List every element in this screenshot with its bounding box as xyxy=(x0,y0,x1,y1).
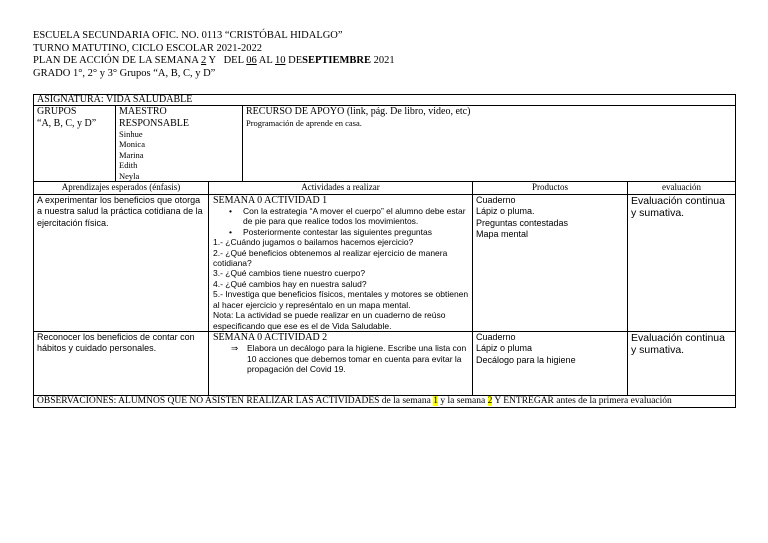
groups-cell xyxy=(34,106,116,182)
teacher-name: Edith xyxy=(119,160,138,171)
action-plan-table xyxy=(33,94,736,408)
evaluation-cell: Evaluación continua y sumativa. xyxy=(628,331,736,395)
grade-line: GRADO 1°, 2° y 3° Grupos “A, B, C, y D” xyxy=(33,67,216,79)
groups-value: “A, B, C, y D” xyxy=(37,117,97,129)
highlighted-week: 1 xyxy=(433,395,438,406)
note: Nota: La actividad se puede realizar en un cuaderno de reúso especificando que ese es el de Vida Saludable. xyxy=(213,310,446,331)
table-row xyxy=(34,194,736,331)
month: SEPTIEMBRE xyxy=(302,55,372,66)
activity-bullet: • Posteriormente contestar las siguientes preguntas xyxy=(243,227,469,237)
activity-title: SEMANA 0 ACTIVIDAD 2 xyxy=(213,331,328,343)
learning-cell: Reconocer los beneficios de contar con hábitos y cuidado personales. xyxy=(34,331,209,395)
plan-line xyxy=(33,55,395,68)
product-item: Mapa mental xyxy=(476,229,529,240)
resource-value: Programación de aprende en casa. xyxy=(246,117,362,128)
products-cell xyxy=(473,194,628,331)
products-cell xyxy=(473,331,628,395)
question: 3.- ¿Qué cambios tiene nuestro cuerpo? xyxy=(213,268,366,279)
question: 5.- Investiga que beneficios físicos, mentales y motores se obtienen al hacer ejercicio y represéntalo en un mapa mental. xyxy=(213,289,469,310)
day-from: 06 xyxy=(246,55,257,66)
observations-text: y la semana xyxy=(440,395,486,406)
teacher-name: Marina xyxy=(119,149,144,160)
resource-cell xyxy=(243,106,736,182)
evaluation-cell: Evaluación continua y sumativa. xyxy=(628,194,736,331)
product-item: Cuaderno xyxy=(476,194,516,205)
teacher-name: Sinhue xyxy=(119,129,143,139)
week-number: 2 xyxy=(201,55,207,66)
question: 2.- ¿Qué beneficios obtenemos al realizar ejercicio de manera cotidiana? xyxy=(213,247,448,269)
document-header xyxy=(33,30,395,80)
question: 1.- ¿Cuándo jugamos o bailamos hacemos ejercicio? xyxy=(213,237,414,248)
teachers-cell xyxy=(116,106,243,182)
observations-text: OBSERVACIONES: ALUMNOS QUE NO ASISTEN REALIZAR LAS ACTIVIDADES de la semana xyxy=(37,395,431,406)
activity-bullet: • Con la estrategia “A mover el cuerpo” el alumno debe estar de pie para que realice todos los movimientos. xyxy=(243,206,469,227)
table-row xyxy=(34,331,736,395)
plan-de: DE xyxy=(288,55,303,66)
col-evaluation-header: evaluación xyxy=(628,182,736,195)
shift-line: TURNO MATUTINO, CICLO ESCOLAR 2021-2022 xyxy=(33,42,262,54)
teacher-name: Monica xyxy=(119,139,145,150)
learning-cell: A experimentar los beneficios que otorga a nuestra salud la práctica cotidiana de la ejercitación física. xyxy=(34,194,209,331)
col-learning-header: Aprendizajes esperados (énfasis) xyxy=(34,182,209,195)
product-item: Lápiz o pluma xyxy=(476,343,533,354)
highlighted-week: 2 xyxy=(487,395,493,406)
col-products-header: Productos xyxy=(473,182,628,195)
school-name: ESCUELA SECUNDARIA OFIC. NO. 0113 “CRISTÓBAL HIDALGO” xyxy=(33,30,343,41)
subject-cell: ASIGNATURA: VIDA SALUDABLE xyxy=(34,95,736,106)
activity-arrow-item: ⇒ Elabora un decálogo para la higiene. Escribe una lista con 10 acciones que debemos tomar en cuenta para evitar la propagación del Covid 19. xyxy=(247,343,469,374)
product-item: Decálogo para la higiene xyxy=(476,354,576,365)
product-item: Cuaderno xyxy=(476,331,516,342)
plan-and: Y xyxy=(208,55,216,66)
activity-cell xyxy=(209,331,473,395)
resource-label: RECURSO DE APOYO (link, pág. De libro, video, etc) xyxy=(246,106,471,117)
teacher-name: Neyla xyxy=(119,170,140,181)
product-item: Lápiz o pluma. xyxy=(476,206,535,217)
plan-al: AL xyxy=(258,55,273,66)
product-item: Preguntas contestadas xyxy=(476,217,569,228)
question: 4.- ¿Qué cambios hay en nuestra salud? xyxy=(213,278,367,289)
observations-cell xyxy=(34,395,736,408)
day-to: 10 xyxy=(275,55,286,66)
plan-prefix: PLAN DE ACCIÓN DE LA SEMANA xyxy=(33,55,199,66)
plan-del: DEL xyxy=(223,55,244,66)
year: 2021 xyxy=(373,55,395,66)
col-activities-header: Actividades a realizar xyxy=(209,182,473,195)
activity-cell xyxy=(209,194,473,331)
teachers-label: MAESTRO RESPONSABLE xyxy=(119,106,190,129)
observations-text: Y ENTREGAR antes de la primera evaluación xyxy=(494,395,672,406)
activity-title: SEMANA 0 ACTIVIDAD 1 xyxy=(213,194,328,206)
groups-label: GRUPOS xyxy=(37,106,77,117)
